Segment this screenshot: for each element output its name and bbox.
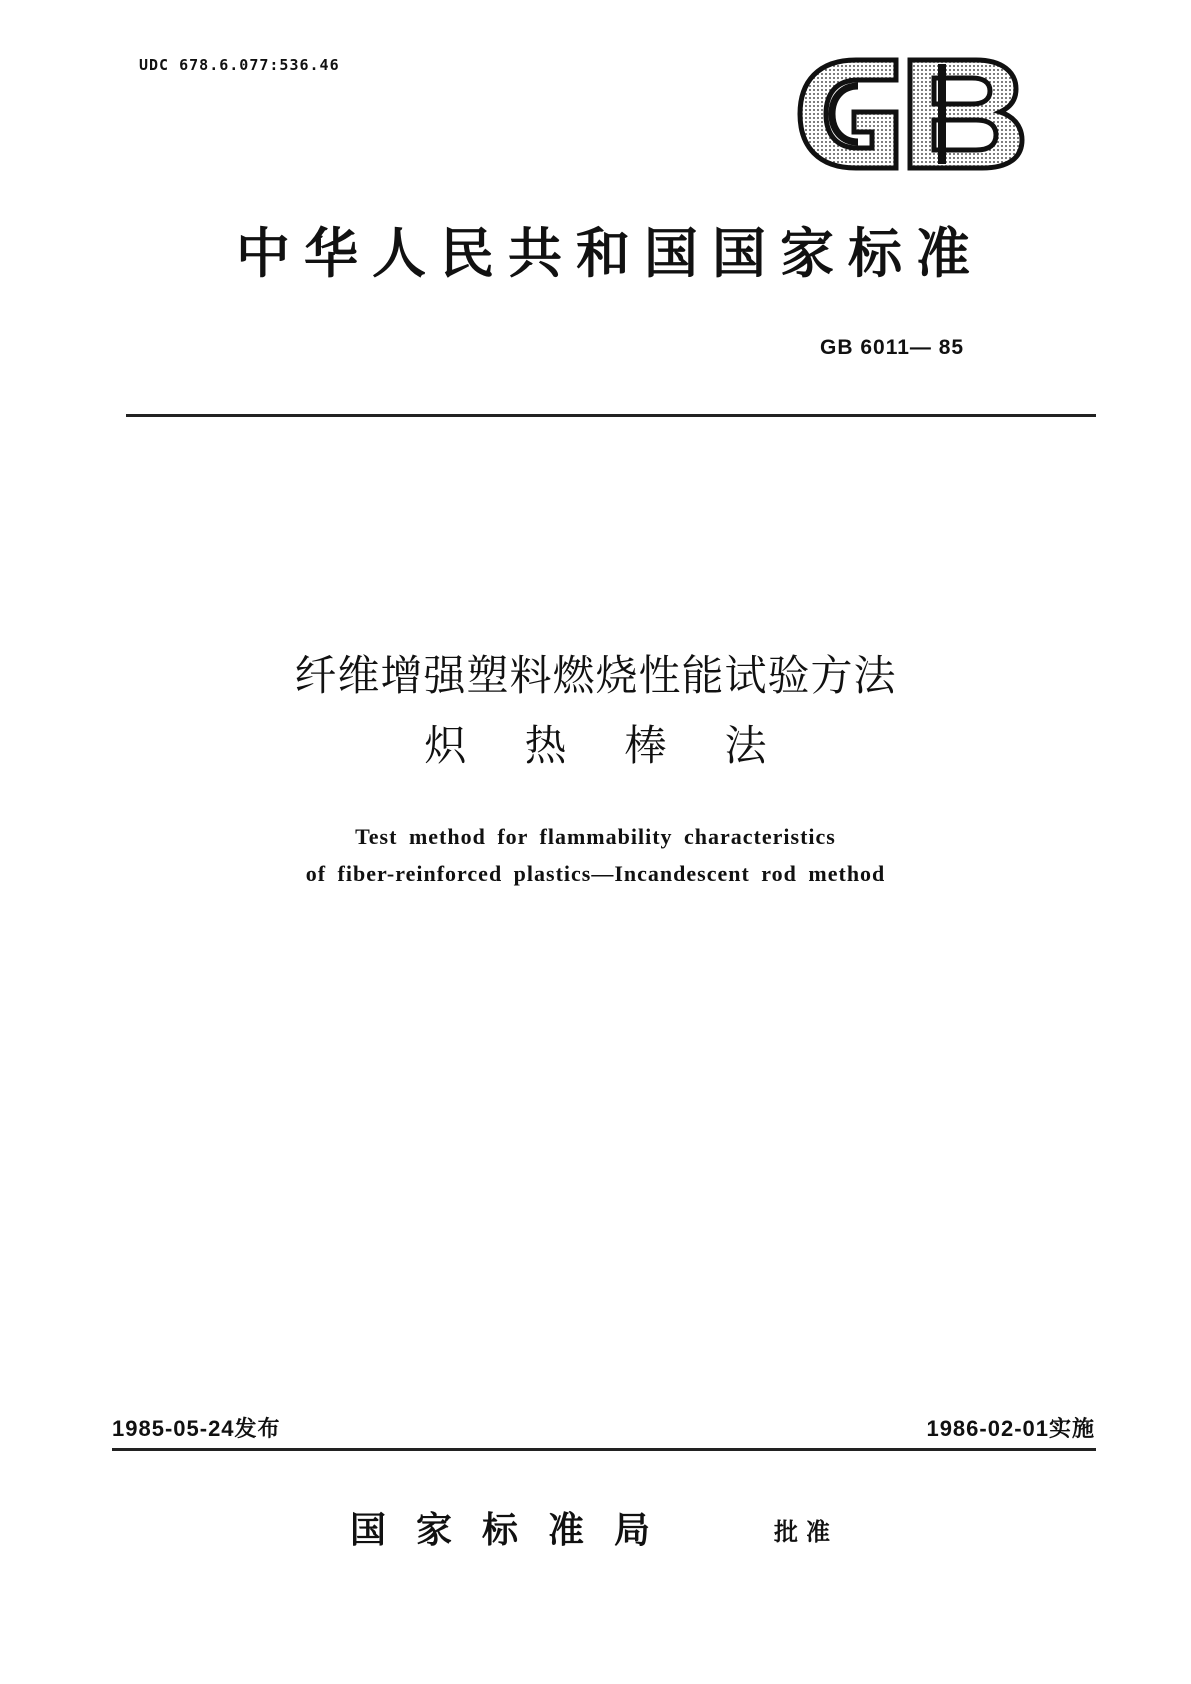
footer-rule	[112, 1448, 1096, 1451]
chinese-subtitle: 炽热棒法	[424, 721, 825, 770]
approving-authority: 国家标准局	[350, 1509, 681, 1551]
chinese-title: 纤维增强塑料燃烧性能试验方法	[294, 651, 897, 700]
english-title-line-1: Test method for flammability characteristics	[355, 824, 836, 849]
header-rule	[126, 414, 1096, 417]
effective-date: 1986-02-01实施	[926, 1416, 1095, 1441]
gb-logo-text: GB	[796, 56, 798, 57]
national-standard-title: 中华人民共和国国家标准	[236, 222, 984, 285]
english-title-line-2: of fiber-reinforced plastics—Incandescent rod method	[305, 861, 886, 886]
english-title	[0, 818, 1191, 892]
udc-code: UDC 678.6.077:536.46	[139, 56, 340, 74]
gb-logo-g	[800, 60, 896, 168]
approval-label: 批准	[774, 1518, 838, 1546]
gb-logo	[796, 56, 1028, 172]
standard-number: GB 6011— 85	[820, 336, 965, 359]
issue-date: 1985-05-24发布	[112, 1416, 281, 1441]
